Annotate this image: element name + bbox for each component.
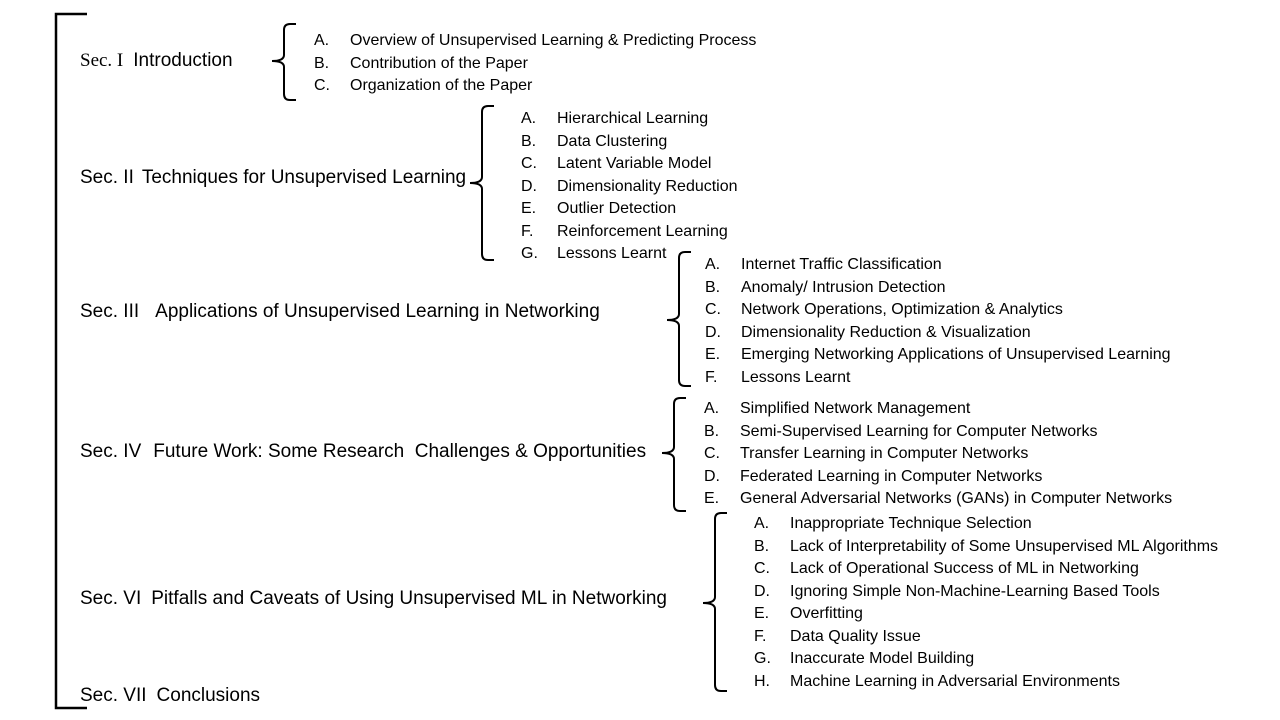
section-label-sec-ii	[80, 167, 466, 189]
subsection-letter: A.	[754, 515, 770, 532]
subsection-letter: H.	[754, 672, 770, 690]
section-label-sec-vii	[80, 685, 260, 707]
section-number: Sec. VII	[80, 685, 147, 706]
subsection-text: Transfer Learning in Computer Networks	[740, 445, 1029, 462]
subsection-letter: B.	[704, 422, 720, 440]
subsection-text: Internet Traffic Classification	[741, 256, 942, 273]
subsection-text: Outlier Detection	[557, 200, 677, 217]
subsection-letter: F.	[521, 222, 534, 240]
subsection-text: Overview of Unsupervised Learning & Predicting Process	[350, 32, 757, 49]
section-title: Techniques for Unsupervised Learning	[141, 167, 467, 188]
subsection-letter: E.	[521, 200, 537, 217]
subsection-text: Lack of Operational Success of ML in Networking	[790, 560, 1139, 577]
subsection-letter: C.	[314, 77, 330, 94]
subsection-text: Anomaly/ Intrusion Detection	[741, 278, 946, 296]
subsection-letter: B.	[314, 54, 330, 72]
subsection-text: Contribution of the Paper	[350, 54, 528, 72]
subsection-text: Machine Learning in Adversarial Environments	[790, 672, 1120, 690]
subsection-text: Lessons Learnt	[741, 368, 851, 386]
subsection-letter: C.	[521, 155, 537, 172]
brace-sec-ii	[470, 106, 494, 260]
subsection-text: Organization of the Paper	[350, 77, 533, 94]
subsection-text: Semi-Supervised Learning for Computer Networks	[740, 422, 1098, 440]
subsection-text: Network Operations, Optimization & Analytics	[741, 301, 1063, 318]
subsection-text: Emerging Networking Applications of Unsupervised Learning	[741, 346, 1171, 363]
subsection-letter: D.	[754, 582, 770, 600]
section-number: Sec. II	[80, 167, 134, 188]
subsection-text: Inappropriate Technique Selection	[790, 515, 1032, 532]
subsection-text: Dimensionality Reduction	[557, 177, 738, 195]
subsection-text: Federated Learning in Computer Networks	[740, 467, 1043, 485]
section-number: Sec. VI	[80, 588, 142, 609]
brace-sec-vi	[703, 513, 727, 691]
subsection-text: Dimensionality Reduction & Visualization	[741, 323, 1031, 341]
section-label-sec-vi	[80, 588, 667, 610]
section-label-sec-iv	[80, 441, 646, 463]
subsection-text: Overfitting	[790, 605, 863, 622]
subsection-text: Data Quality Issue	[790, 627, 921, 645]
subsection-letter: E.	[704, 490, 720, 507]
subsection-letter: D.	[521, 177, 537, 195]
subsection-letter: D.	[704, 467, 720, 485]
subsection-letter: B.	[754, 537, 770, 555]
subsection-letter: G.	[521, 245, 538, 262]
subsection-letter: B.	[521, 132, 537, 150]
subsection-text: General Adversarial Networks (GANs) in Computer Networks	[740, 490, 1173, 507]
subsection-letter: A.	[705, 256, 721, 273]
section-title: Pitfalls and Caveats of Using Unsupervised ML in Networking	[151, 588, 667, 609]
section-number: Sec. III	[80, 301, 140, 322]
subsection-text: Ignoring Simple Non-Machine-Learning Based Tools	[790, 582, 1160, 600]
section-label-sec-iii	[80, 301, 600, 323]
subsection-letter: A.	[704, 400, 720, 417]
subsection-letter: F.	[754, 627, 767, 645]
subsection-letter: C.	[754, 560, 770, 577]
subsection-letter: F.	[705, 368, 718, 386]
subsection-letter: B.	[705, 278, 721, 296]
subsection-text: Simplified Network Management	[740, 400, 971, 417]
section-title: Applications of Unsupervised Learning in Networking	[155, 301, 600, 322]
section-label-sec-i	[80, 50, 233, 72]
brace-sec-i	[272, 24, 296, 100]
subsection-text: Inaccurate Model Building	[790, 650, 975, 667]
subsection-letter: E.	[754, 605, 770, 622]
subsection-letter: D.	[705, 323, 721, 341]
subsection-letter: C.	[705, 301, 721, 318]
subsection-text: Lessons Learnt	[557, 245, 667, 262]
section-number: Sec. I	[80, 50, 124, 71]
subsection-letter: E.	[705, 346, 721, 363]
section-title: Future Work: Some Research Challenges & Opportunities	[153, 441, 647, 462]
subsection-text: Reinforcement Learning	[557, 222, 728, 240]
subsection-letter: A.	[521, 110, 537, 127]
brace-sec-iv	[662, 398, 686, 511]
section-number: Sec. IV	[80, 441, 142, 462]
brace-sec-iii	[667, 252, 691, 386]
section-title: Introduction	[133, 50, 233, 71]
subsection-letter: C.	[704, 445, 720, 462]
section-title: Conclusions	[156, 685, 261, 706]
subsection-text: Latent Variable Model	[557, 155, 712, 172]
subsection-text: Hierarchical Learning	[557, 110, 709, 127]
subsection-letter: A.	[314, 32, 330, 49]
subsection-letter: G.	[754, 650, 771, 667]
subsection-text: Data Clustering	[557, 132, 668, 150]
subsection-text: Lack of Interpretability of Some Unsupervised ML Algorithms	[790, 537, 1219, 555]
